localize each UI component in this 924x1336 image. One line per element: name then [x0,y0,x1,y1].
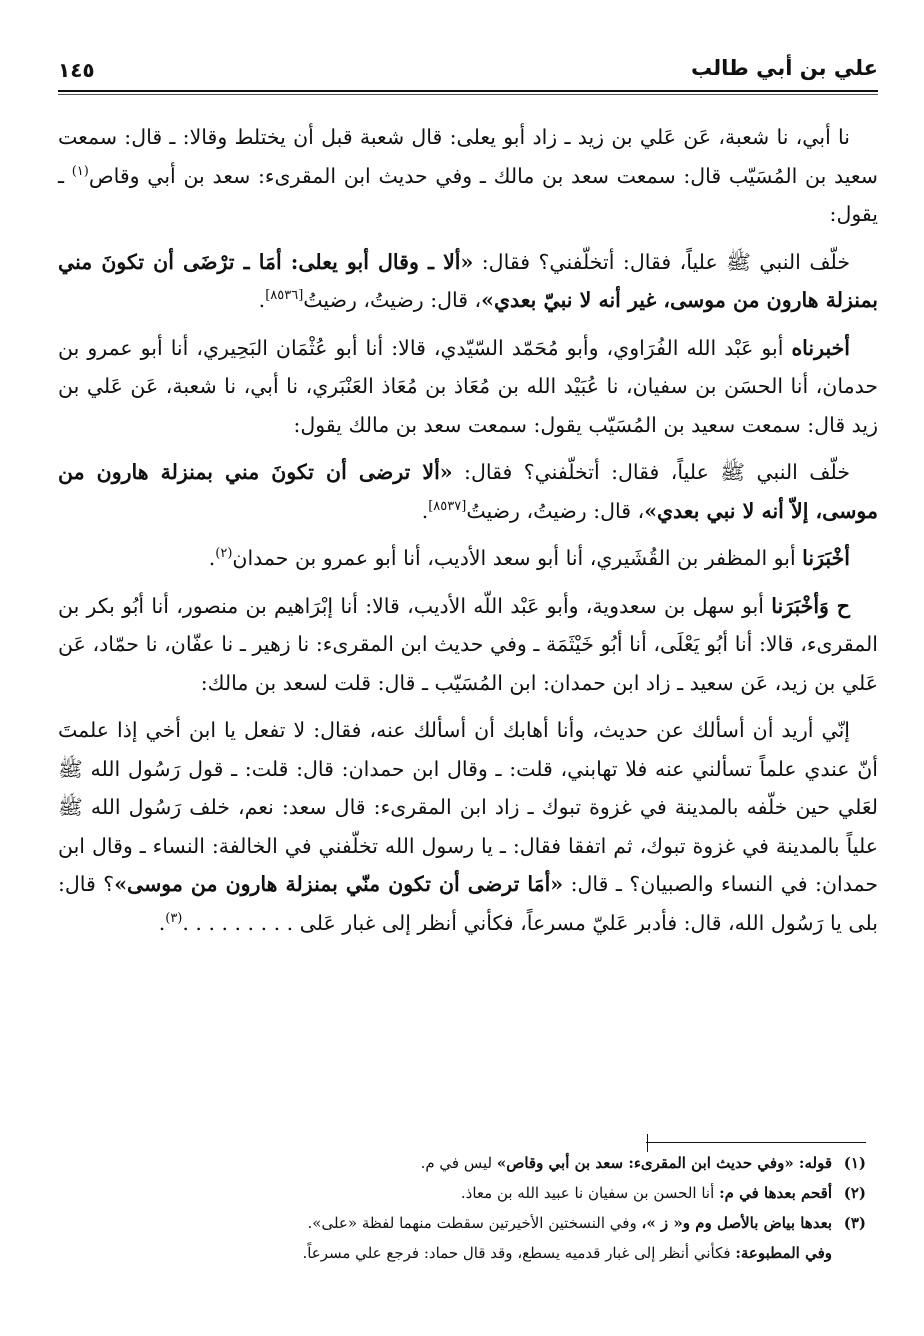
text-segment: . [208,546,216,570]
text-segment: ـ يقول: [58,163,878,226]
text-segment: . [158,910,166,935]
footnote-number: (٣) [843,1214,866,1232]
note-marker: (١) [71,163,89,179]
text-segment: إنّي أريد أن أسألك عن حديث، وأنا أهابك أن أسألك عنه، فقال: لا تفعل يا ابن أخي إذا علمتَ أنّ عندي علماً تسألني عنه فلا تهابني، قلت: ـ وقال ابن حمدان: قال: قلت: ـ قول رَسُول الله ﷺ لعَلي حين خلّفه بالمدينة في غزوة تبوك ـ زاد ابن المقرىء: قال سعد: نعم، خلف رَسُول الله ﷺ علياً بالمدينة في غزوة تبوك، ثم اتفقا فقال: ـ يا رسول الله تخلّفني في الخالفة: النساء ـ وقال ابن حمدان: في النساء والصبيان؟ ـ قال: [58,718,878,896]
footnote-number: (١) [843,1154,866,1172]
header-rule [58,90,878,92]
paragraph [58,118,878,234]
text-segment: ، قال: رضيتُ، رضيتُ [303,288,482,312]
footnote-key: بعدها بياض بالأصل وم و« ز »، [641,1214,832,1232]
paragraph [58,587,878,703]
page-header [58,52,878,92]
footnote-text: ليس في م. [420,1154,497,1172]
text-segment: . . . . . . . . . [182,910,300,935]
note-marker: [٨٥٣٦] [265,288,304,304]
footnote-text: أنا الحسن بن سفيان نا عبيد الله بن معاذ. [460,1184,720,1202]
text-segment: نا أبي، نا شعبة، عَن عَلي بن زيد ـ زاد أبو يعلى: قال شعبة قبل أن يختلط وقالا: ـ قال: سمعت سعيد بن المُسَيّب قال: سمعت سعد بن مالك ـ وفي حديث ابن المقرىء: سعد بن أبي وقاص [58,125,878,188]
footnote-separator [646,1142,866,1143]
footnote [46,1238,866,1268]
bold-text: «ألا ـ وقال أبو يعلى: أمَا ـ ترْضَى أن تكونَ مني بمنزلة هارون من موسى، غير أنه لا نبيّ بعدي» [58,249,878,312]
page-number: ١٤٥ [58,58,95,82]
footnote-number: (٢) [843,1184,866,1202]
text-segment: . [421,498,429,523]
bold-text: «ألا ترضى أن تكونَ مني بمنزلة هارون من موسى، إلاّ أنه لا نبي بعدي» [58,460,878,523]
paragraph [58,539,878,578]
paragraph [58,243,878,320]
footnote [46,1178,866,1208]
footnote-key: وفي المطبوعة: [735,1244,832,1262]
note-marker: (٢) [215,546,233,562]
text-segment: أبو عَبْد الله الفُرَاوي، وأبو مُحَمّد السّيّدي، قالا: أنا أبو عُثْمَان البَحِيري، أنا أبو عمرو بن حدمان، أنا الحسَن بن سفيان، نا عُبَيْد الله بن مُعَاذ بن مُعَاذ العَنْبَري، نا أبي، نا شعبة، عَن عَلي بن زيد قال: سمعت سعيد بن المُسَيّب يقول: سمعت سعد بن مالك يقول: [58,335,878,437]
footnotes [46,1148,866,1268]
footnote-text: وفي النسختين الأخيرتين سقطت منهما لفظة «على». [307,1214,642,1232]
text-segment: خلّف النبي ﷺ علياً، فقال: أتخلّفني؟ فقال: [452,460,850,484]
main-text [58,118,878,951]
header-rule-thin [58,94,878,95]
text-segment: ، قال: رضيتُ، رضيتُ [466,498,645,523]
text-segment: أبو المظفر بن القُشَيري، أنا أبو سعد الأديب، أنا أبو عمرو بن حمدان [232,546,803,570]
note-marker: (٣) [165,910,183,926]
text-segment: خلّف النبي ﷺ علياً، فقال: أتخلّفني؟ فقال: [473,249,850,274]
footnote-text: فكأني أنظر إلى غبار قدميه يسطع، وقد قال حماد: فرجع علي مسرعاً. [302,1244,736,1262]
paragraph [58,711,878,942]
bold-text: أخْبَرَنا [802,546,850,570]
text-segment: أبو سهل بن سعدوية، وأبو عَبْد اللّه الأديب، قالا: أنا إبْرَاهيم بن منصور، أنا أبُو بكر بن المقرىء، قالا: أنا أبُو يَعْلَى، أنا أبُو خَيْثَمَة ـ وفي حديث ابن المقرىء: نا زهير ـ نا عفّان، نا حمّاد، عَن عَلي بن زيد، عَن سعيد ـ زاد ابن حمدان: ابن المُسَيّب ـ قال: قلت لسعد بن مالك: [58,593,878,695]
bold-text: ح وَأخْبَرَنا [771,593,851,618]
note-marker: [٨٥٣٧] [428,498,467,514]
bold-text: «أمَا ترضى أن تكون منّي بمنزلة هارون من موسى» [114,872,564,896]
bold-text: أخبرناه [791,335,850,360]
running-title: علي بن أبي طالب [691,56,878,80]
paragraph [58,453,878,530]
text-segment: . [258,288,266,312]
paragraph [58,329,878,445]
footnote-key: قوله: «وفي حديث ابن المقرىء: سعد بن أبي وقاص» [496,1154,832,1172]
text-segment: ؟ قال: بلى يا رَسُول الله، قال: فأدبر عَليّ مسرعاً، فكأني أنظر إلى غبار عَلى [58,872,878,935]
footnote-key: أقحم بعدها في م: [719,1184,832,1202]
footnote [46,1148,866,1178]
footnote [46,1208,866,1238]
